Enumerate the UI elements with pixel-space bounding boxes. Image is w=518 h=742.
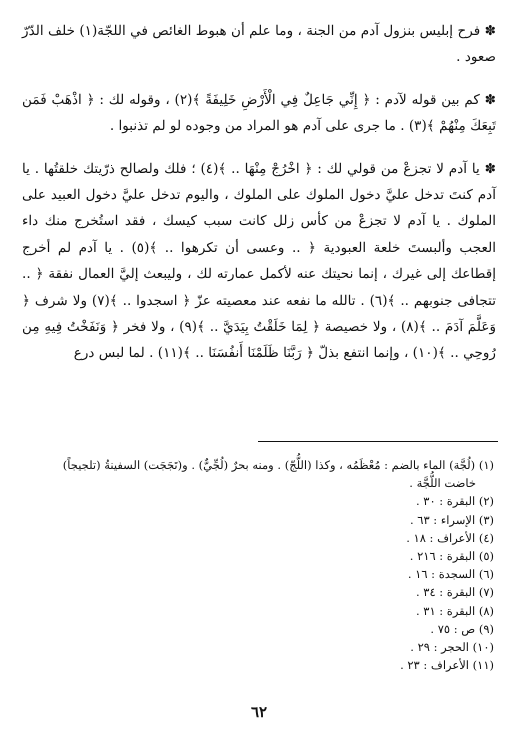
main-text xyxy=(22,18,496,367)
footnote: (٦) السجدة : ١٦ . xyxy=(407,567,494,582)
paragraph: ✽ كم بين قوله لآدم : ﴿ إِنِّي جَاعِلٌ فِي الْأَرْضِ خَلِيفَةً ﴾(٢) ، وقوله لك : ﴿ اذْهَبْ فَمَن تَبِعَكَ مِنْهُمْ ﴾(٣) . ما جرى على آدم هو المراد من وجوده لو لم تذنبوا . xyxy=(22,91,496,135)
footnote: (٤) الأعراف : ١٨ . xyxy=(406,530,494,545)
footnote-continuation: خاضت اللُّجَّة . xyxy=(409,476,476,491)
paragraph: ✽ فرح إبليس بنزول آدم من الجنة ، وما علم أن هبوط الغائص في اللجّة(١) خلف الدّرّ صعود . xyxy=(22,23,496,66)
footnote: (٩) ص : ٧٥ . xyxy=(430,621,494,636)
footnote: (٥) البقرة : ٢١٦ . xyxy=(409,549,494,564)
footnote: (٢) البقرة : ٣٠ . xyxy=(415,494,494,509)
paragraph: ✽ يا آدم لا تجزعْ من قولي لك : ﴿ اخْرُجْ مِنْهَا .. ﴾(٤) ؛ فلك ولصالح ذرّيتك خلقتُها . يا آدم كنتَ تدخل عليَّ دخول الملوك على الملوك ، واليوم تدخل عليَّ دخول العبيد على الملوك . يا آدم لا تجزعْ من كأس زلل كانت سبب كيسك ، فقد استُخرج منك داء العجب وألبستَ خلعة العبودية ﴿ .. وعسى أن تكرهوا .. ﴾(٥) . يا آدم لم أخرج إقطاعك إلى غيرك ، إنما نحيتك عنه لأكمل عمارته لك ، وليبعث إليَّ العمال نفقة ﴿ .. تتجافى جنوبهم .. ﴾(٦) . تالله ما نفعه عند معصيته عزّ ﴿ اسجدوا .. ﴾(٧) ولا شرف ﴿ وَعَلَّمَ آدَمَ .. ﴾(٨) ، ولا خصيصة ﴿ لِمَا خَلَقْتُ بِيَدَيَّ .. ﴾(٩) ، ولا فخر ﴿ وَنَفَخْتُ فِيهِ مِن رُوحِي .. ﴾(١٠) ، وإنما انتفع بذلّ ﴿ رَبَّنَا ظَلَمْنَا أَنفُسَنَا .. ﴾(١١) . لما لبس درع xyxy=(22,160,497,362)
footnote: (٧) البقرة : ٣٤ . xyxy=(415,585,494,600)
footnote: (١٠) الحجر : ٢٩ . xyxy=(410,640,494,655)
footnotes xyxy=(22,456,494,674)
footnote: (١) (لُجَّة) الماء بالضم : مُعْظَمُه ، وكذا (اللُّجّ) . ومنه بحرٌ (لُجِّيٌّ) . و(تَجَجَت) السفينةُ (تلجيجاً) xyxy=(62,458,494,472)
footnote-divider xyxy=(258,441,498,442)
footnote: (١١) الأعراف : ٢٣ . xyxy=(400,658,494,673)
page-number: ٦٢ xyxy=(250,703,268,721)
footnote: (٣) الإسراء : ٦٣ . xyxy=(409,512,494,527)
footnote: (٨) البقرة : ٣١ . xyxy=(415,603,494,618)
